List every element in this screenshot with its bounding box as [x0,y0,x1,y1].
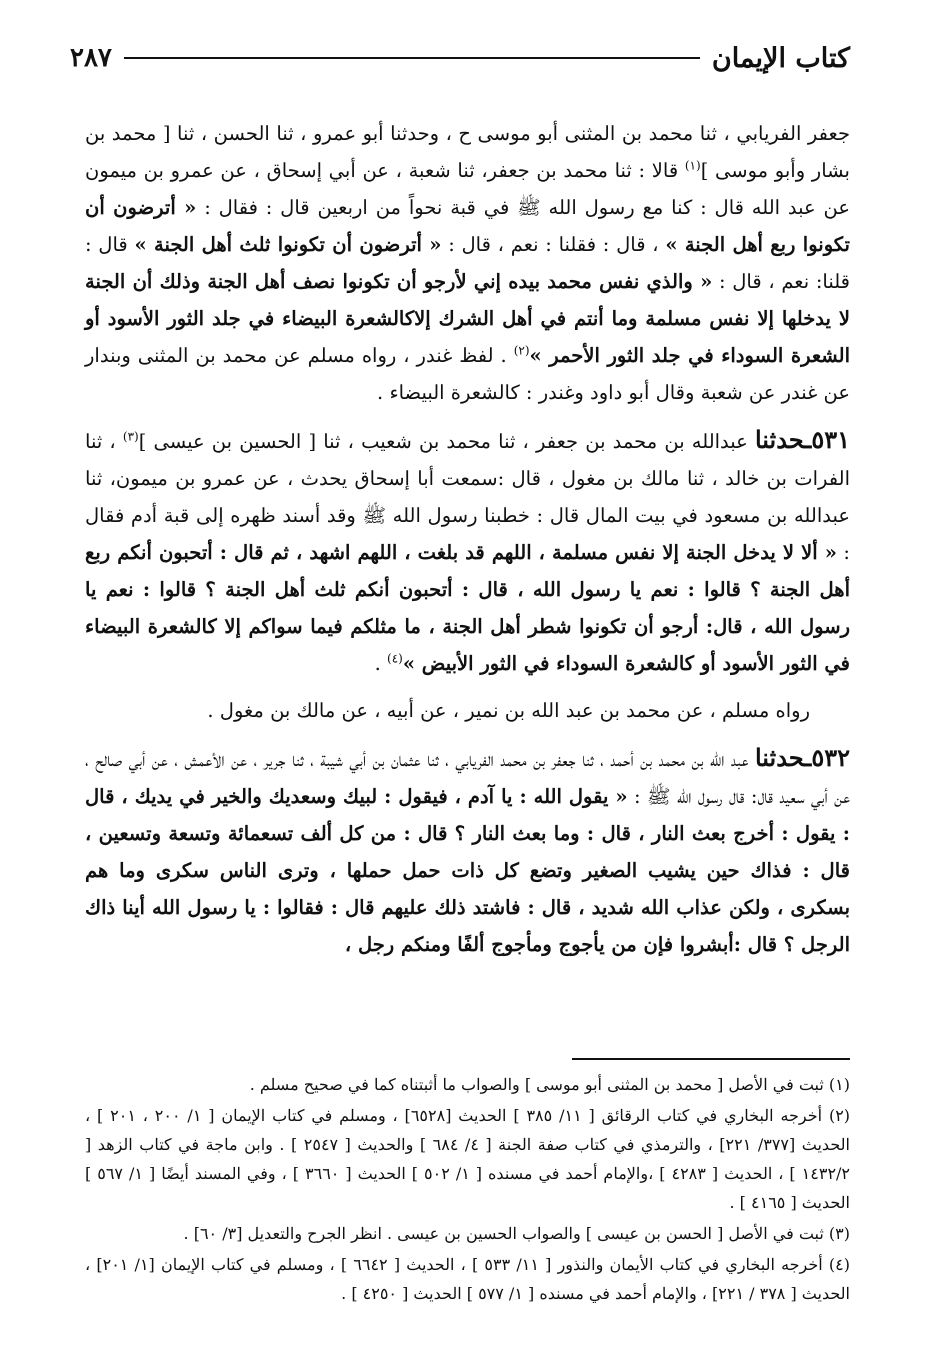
hadith-number: ٥٣٢ [811,743,850,772]
text-run: قالا : ثنا محمد بن جعفر، ثنا شعبة ، عن أبي إسحاق ، عن عمرو بن ميمون عن عبد الله قال : كنا مع رسول الله ﷺ في قبة نحواً من اربعين قال : فقال : [85,159,850,219]
page-number: ٢٨٧ [70,43,112,73]
narration-marker: ـحدثنا [754,743,812,772]
footnote-1: (١) ثبت في الأصل [ محمد بن المثنى أبو موسى ] والصواب ما أثبتناه كما في صحيح مسلم . [249,1075,850,1094]
footnote-ref-3: (٣) [122,429,139,444]
hadith-quote: « أترضون أن تكونوا ربع أهل الجنة » [85,196,850,256]
footnotes [85,1070,850,1310]
main-text [85,115,850,973]
footnote-ref-2: (٢) [513,343,530,358]
hadith-quote: « والذي نفس محمد بيده إني لأرجو أن تكونوا نصف أهل الجنة وذلك أن الجنة لا يدخلها إلا نفس مسلمة وما أنتم في أهل الشرك إلاكالشعرة البيضاء في جلد الثور الأسود أو الشعرة السوداء في جلد الثور الأحمر » [85,270,850,367]
hadith-532 [85,739,850,963]
footnote-3: (٣) ثبت في الأصل [ الحسن بن عيسى ] والصواب الحسين بن عيسى . انظر الجرح والتعديل [٣/ ٦٠] . [183,1224,850,1243]
hadith-531 [85,421,850,682]
footnote-4: (٤) أخرجه البخاري في كتاب الأيمان والنذور [ ١١/ ٥٣٣ ] ، الحديث [ ٦٦٤٢ ] ، ومسلم في كتاب الإيمان [١/ ٢٠١] ، الحديث [ ٣٧٨ / ٢٢١] ، والإمام أحمد في مسنده [ ١/ ٥٧٧ ] الحديث [ ٤٢٥٠ ] . [85,1255,850,1303]
text-run: قال : قلنا: نعم ، قال : [85,233,850,293]
footnote-divider [572,1058,850,1060]
footnote-ref-1: (١) [684,158,701,173]
text-run: ، ثنا الفرات بن خالد ، ثنا مالك بن مغول ، قال :سمعت أبا إسحاق يحدث ، عن عمرو بن ميمون، ثنا عبدالله بن مسعود في بيت المال قال : خطبنا رسول الله ﷺ وقد أسند ظهره إلى قبة أدم فقال : [85,430,850,564]
narration-marker: ـحدثنا [754,425,812,454]
chapter-title: كتاب الإيمان [711,42,850,74]
hadith-quote: « يقول الله : يا آدم ، فيقول : لبيك وسعديك والخير في يديك ، قال : يقول : أخرج بعث النار ، قال : وما بعث النار ؟ قال : من كل ألف تسعمائة وتسعة وتسعين ، قال : فذاك حين يشيب الصغير وتضع كل ذات حمل حملها ، وترى الناس سكرى وما هم بسكرى ، ولكن عذاب الله شديد ، قال : فاشتد ذلك عليهم قال : فقالوا : يا رسول الله أينا ذاك الرجل ؟ قال :أبشروا فإن من يأجوج ومأجوج ألفًا ومنكم رجل ، [85,785,850,956]
text-run: . [374,652,387,675]
header-rule [124,57,700,59]
page-header [70,38,850,78]
footnote-2: (٢) أخرجه البخاري في كتاب الرقائق [ ١١/ ٣٨٥ ] الحديث [٦٥٢٨] ، ومسلم في كتاب الإيمان [ ١/ ٢٠٠ ، ٢٠١ ] ، الحديث [٣٧٧/ ٢٢١] ، والترمذي في كتاب صفة الجنة [ ٤/ ٦٨٤ ] والحديث [ ٢٥٤٧ ] . وابن ماجة في كتاب الزهد [ ١٤٣٢/٢ ] ، الحديث [ ٤٢٨٣ ] ،والإمام أحمد في مسنده [ ١/ ٥٠٢ ] الحديث [ ٣٦٦٠ ] ، وفي المسند أيضًا [ ١/ ٥٦٧ ] الحديث [ ٤١٦٥ ] . [85,1106,851,1212]
text-run: عبدالله بن محمد بن جعفر ، ثنا محمد بن شعيب ، ثنا [ الحسين بن عيسى ] [138,430,755,453]
hadith-number: ٥٣١ [811,425,850,454]
narration-note: رواه مسلم ، عن محمد بن عبد الله بن نمير ، عن أبيه ، عن مالك بن مغول . [207,699,810,722]
footnote-ref-4: (٤) [387,651,403,666]
text-run: عبد الله بن محمد بن أحمد ، ثنا جعفر بن محمد الفريابي ، ثنا عثمان بن أبي شيبة ، ثنا جرير ، عن الأعمش ، عن أبي صالح ، عن أبي سعيد قال: قال رسول الله ﷺ : [85,748,850,808]
text-run: ، قال : فقلنا : نعم ، قال : [441,233,666,256]
hadith-quote: « ألا لا يدخل الجنة إلا نفس مسلمة ، اللهم قد بلغت ، اللهم اشهد ، ثم قال : أتحبون أنكم ربع أهل الجنة ؟ قالوا : نعم يا رسول الله ، قال : أتحبون أنكم ثلث أهل الجنة ؟ قالوا : نعم يا رسول الله ، قال: أرجو أن تكونوا شطر أهل الجنة ، ما مثلكم فيما سواكم إلا كالشعرة البيضاء في الثور الأسود أو كالشعرة السوداء في الثور الأبيض » [85,541,850,675]
text-run: . لفظ غندر ، رواه مسلم عن محمد بن المثنى وبندار عن غندر عن شعبة وقال أبو داود وغندر : كالشعرة البيضاء . [85,344,850,404]
hadith-quote: « أترضون أن تكونوا ثلث أهل الجنة » [134,233,442,256]
paragraph-continuation [85,115,850,411]
text-run: جعفر الفريابي ، ثنا محمد بن المثنى أبو موسى ح ، وحدثنا أبو عمرو ، ثنا الحسن ، ثنا [ محمد بن بشار وأبو موسى ] [85,122,850,182]
